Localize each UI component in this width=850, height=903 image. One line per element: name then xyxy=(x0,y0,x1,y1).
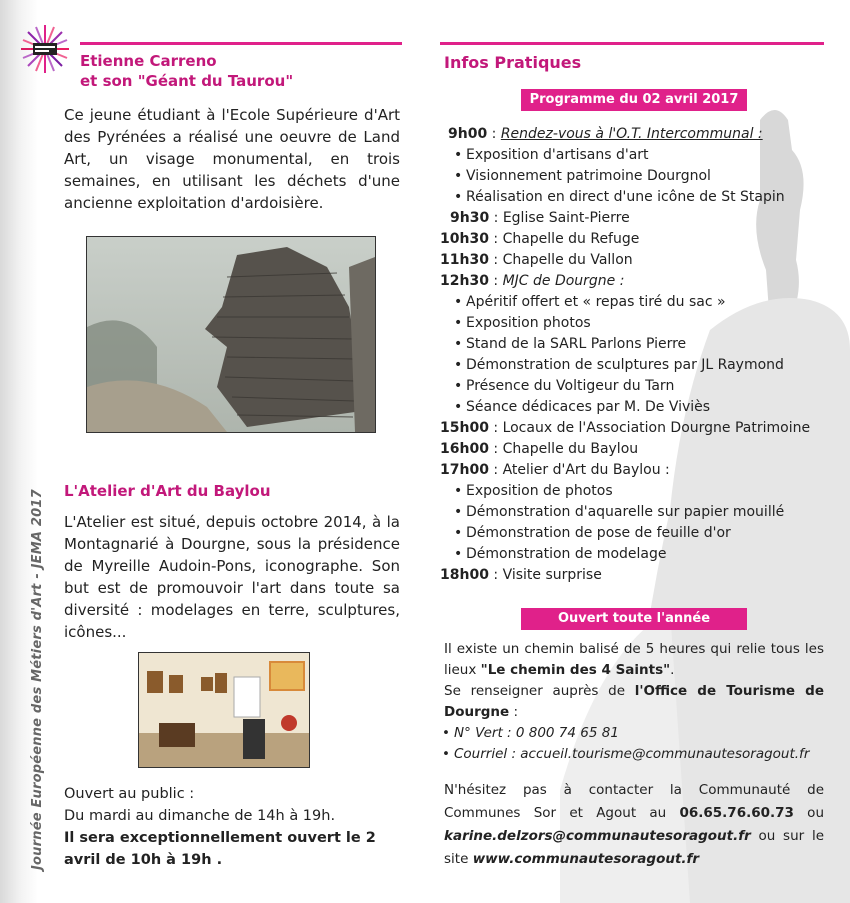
section1-title xyxy=(80,51,293,91)
opening-line1: Ouvert au public : xyxy=(64,786,195,802)
prog-row-14: 15h00 : Locaux de l'Association Dourgne Patrimoine xyxy=(440,420,811,436)
spine-caption: Journée Européenne des Métiers d'Art - JEMA 2017 xyxy=(30,489,45,870)
prog-bullet-20: • Démonstration de modelage xyxy=(440,544,820,565)
section1-title-line1: Etienne Carreno xyxy=(80,52,217,70)
opening-hours xyxy=(64,783,404,871)
land-art-photo xyxy=(86,236,376,433)
trail-info: Il existe un chemin balisé de 5 heures qui relie tous les lieux "Le chemin des 4 Saints". xyxy=(444,641,824,678)
programme-pill: Programme du 02 avril 2017 xyxy=(521,89,747,111)
prog-row-4: 9h30 : Eglise Saint-Pierre xyxy=(450,210,630,226)
section1-title-line2: et son "Géant du Taurou" xyxy=(80,72,294,90)
prog-row-15: 16h00 : Chapelle du Baylou xyxy=(440,441,639,457)
prog-row-0: 9h00 : Rendez-vous à l'O.T. Intercommunal : xyxy=(448,126,763,142)
section1-paragraph: Ce jeune étudiant à l'Ecole Supérieure d'Art des Pyrénées a réalisé une oeuvre de Land Art, un visage monumental, en trois semaines, en utilisant les déchets d'une ancienne exploitation d'ardoisière. xyxy=(64,106,400,212)
prog-row-6: 11h30 : Chapelle du Vallon xyxy=(440,252,633,268)
opening-line2: Du mardi au dimanche de 14h à 19h. xyxy=(64,808,336,824)
right-top-rule xyxy=(440,42,824,45)
prog-bullet-1: • Exposition d'artisans d'art xyxy=(440,145,820,166)
contact-info: Se renseigner auprès de l'Office de Tourisme de Dourgne : xyxy=(444,683,824,720)
contact-phone: • N° Vert : 0 800 74 65 81 xyxy=(444,723,824,744)
prog-bullet-13: • Séance dédicaces par M. De Viviès xyxy=(440,397,820,418)
prog-row-5: 10h30 : Chapelle du Refuge xyxy=(440,231,640,247)
section2-title: L'Atelier d'Art du Baylou xyxy=(64,482,271,500)
prog-bullet-19: • Démonstration de pose de feuille d'or xyxy=(440,523,820,544)
opening-bold: Il sera exceptionnellement ouvert le 2 avril de 10h à 19h . xyxy=(64,830,376,868)
contact-list xyxy=(444,723,824,765)
logo-icon xyxy=(20,24,70,74)
infos-title: Infos Pratiques xyxy=(444,53,582,72)
prog-row-7: 12h30 : MJC de Dourgne : xyxy=(440,273,625,289)
prog-row-16: 17h00 : Atelier d'Art du Baylou : xyxy=(440,462,670,478)
prog-bullet-18: • Démonstration d'aquarelle sur papier mouillé xyxy=(440,502,820,523)
programme-list xyxy=(440,124,820,586)
left-top-rule xyxy=(80,42,402,45)
section2-paragraph: L'Atelier est situé, depuis octobre 2014, à la Montagnarié à Dourgne, sous la présidence de Myreille Audoin-Pons, iconographe. Son but est de promouvoir l'art dans toute sa diversité : modelages en terre, sculptures, icônes... xyxy=(64,513,400,641)
prog-bullet-11: • Démonstration de sculptures par JL Raymond xyxy=(440,355,820,376)
prog-bullet-2: • Visionnement patrimoine Dourgnol xyxy=(440,166,820,187)
prog-bullet-12: • Présence du Voltigeur du Tarn xyxy=(440,376,820,397)
prog-bullet-9: • Exposition photos xyxy=(440,313,820,334)
open-year-pill: Ouvert toute l'année xyxy=(521,608,747,630)
prog-bullet-8: • Apéritif offert et « repas tiré du sac » xyxy=(440,292,820,313)
footer-email-link[interactable]: karine.delzors@communautesoragout.fr xyxy=(444,828,751,844)
prog-bullet-17: • Exposition de photos xyxy=(440,481,820,502)
contact-email[interactable]: • Courriel : accueil.tourisme@communautesoragout.fr xyxy=(444,744,824,765)
prog-row-21: 18h00 : Visite surprise xyxy=(440,567,602,583)
prog-bullet-3: • Réalisation en direct d'une icône de St Stapin xyxy=(440,187,820,208)
footer-site-link[interactable]: www.communautesoragout.fr xyxy=(472,851,700,867)
atelier-photo xyxy=(138,652,310,768)
prog-bullet-10: • Stand de la SARL Parlons Pierre xyxy=(440,334,820,355)
footer-contact: N'hésitez pas à contacter la Communauté de Communes Sor et Agout au 06.65.76.60.73 ou karine.delzors@communautesoragout.fr ou sur le site www.communautesoragout.fr xyxy=(444,782,824,867)
